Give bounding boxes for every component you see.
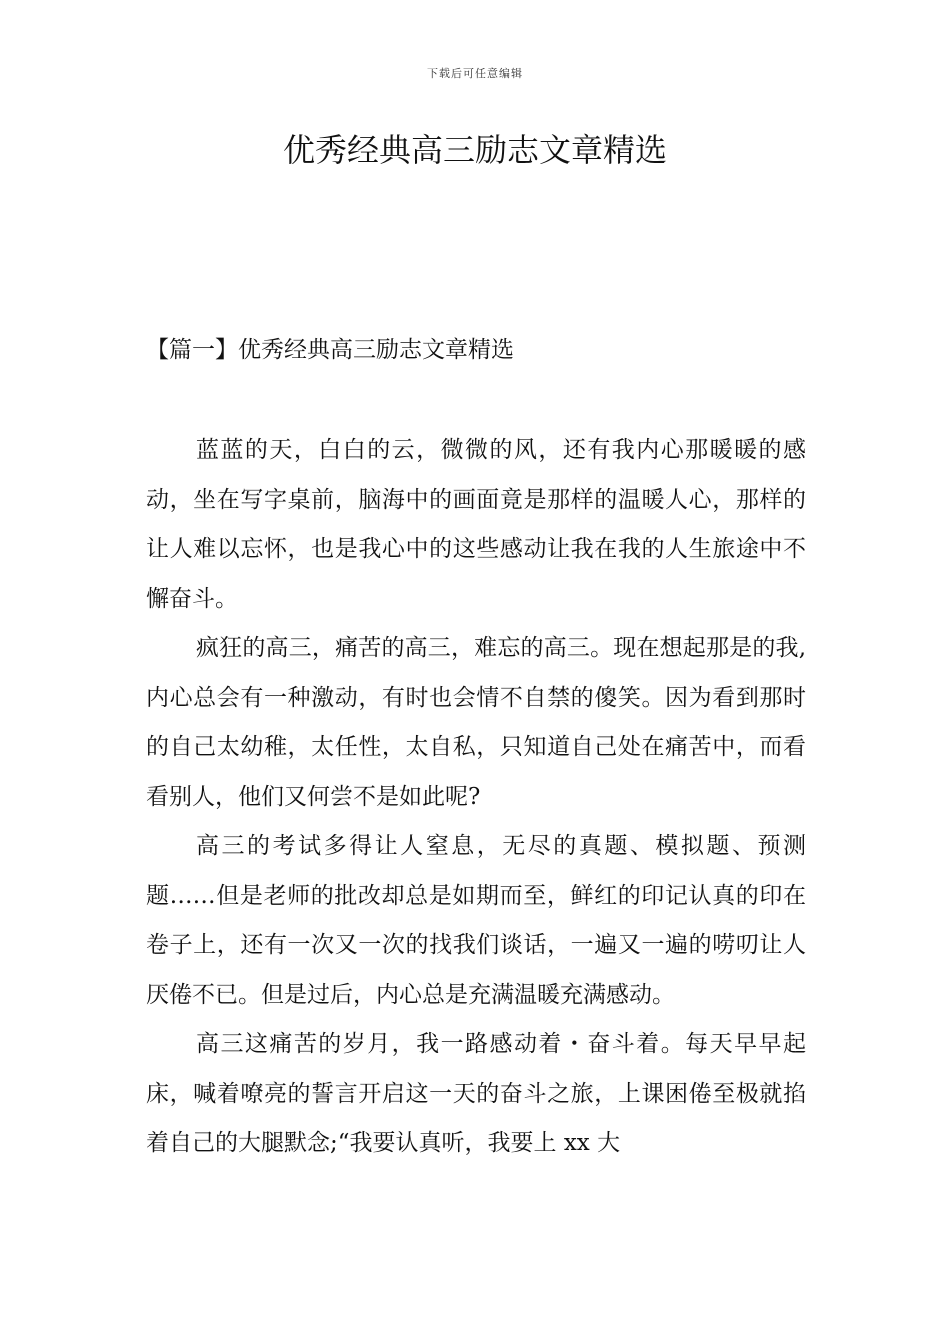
article-body (146, 426, 806, 1169)
page-header-note: 下载后可任意编辑 (427, 67, 523, 80)
section-heading: 【篇一】优秀经典高三励志文章精选 (146, 337, 514, 363)
paragraph-1: 蓝蓝的天，白白的云，微微的风，还有我内心那暖暖的感动，坐在写字桌前，脑海中的画面竟是那样的温暖人心，那样的让人难以忘怀，也是我心中的这些感动让我在我的人生旅途中不懈奋斗。 (146, 437, 806, 612)
paragraph-3: 高三的考试多得让人窒息，无尽的真题、模拟题、预测题……但是老师的批改却总是如期而至，鲜红的印记认真的印在卷子上，还有一次又一次的找我们谈话，一遍又一遍的唠叨让人厌倦不已。但是过后，内心总是充满温暖充满感动。 (146, 833, 806, 1008)
paragraph-2: 疯狂的高三，痛苦的高三，难忘的高三。现在想起那是的我,内心总会有一种激动，有时也会情不自禁的傻笑。因为看到那时的自己太幼稚，太任性，太自私，只知道自己处在痛苦中，而看看别人，他们又何尝不是如此呢? (146, 635, 806, 810)
paragraph-4: 高三这痛苦的岁月，我一路感动着・奋斗着。每天早早起床，喊着嘹亮的誓言开启这一天的奋斗之旅，上课困倦至极就掐着自己的大腿默念;“我要认真听，我要上 xx 大 (146, 1031, 806, 1156)
page-title: 优秀经典高三励志文章精选 (282, 131, 667, 169)
